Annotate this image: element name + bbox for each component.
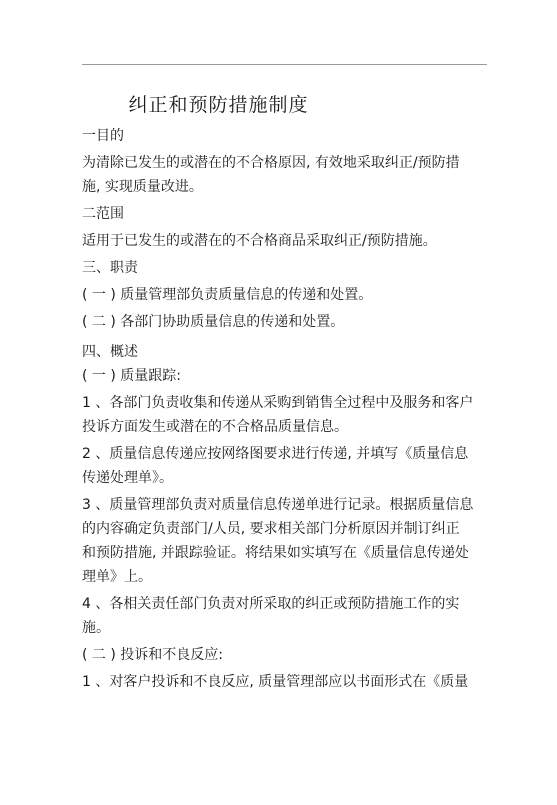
body-line: 2 、质量信息传递应按网络图要求进行传递, 并填写《质量信息 (82, 446, 469, 462)
document-body (82, 124, 492, 694)
section-responsibilities (82, 256, 492, 334)
section-heading: 一目的 (82, 128, 124, 144)
list-item: ( 一 ) 质量管理部负责质量信息的传递和处置。 (82, 287, 373, 303)
body-line: 理单》上。 (82, 569, 152, 585)
list-item: ( 二 ) 各部门协助质量信息的传递和处置。 (82, 314, 345, 330)
body-line: 4 、各相关责任部门负责对所采取的纠正或预防措施工作的实 (82, 596, 460, 612)
body-line: 传递处理单》。 (82, 470, 173, 486)
section-heading: 二范围 (82, 206, 124, 222)
body-line: 为清除已发生的或潜在的不合格原因, 有效地采取纠正/预防措 (82, 155, 460, 171)
body-line: 施。 (82, 620, 110, 636)
document-title: 纠正和预防措施制度 (128, 94, 309, 116)
body-line: 和预防措施, 并跟踪验证。将结果如实填写在《质量信息传递处 (82, 545, 469, 561)
body-line: 适用于已发生的或潜在的不合格商品采取纠正/预防措施。 (82, 233, 437, 249)
section-purpose (82, 124, 492, 199)
body-line: 3 、质量管理部负责对质量信息传递单进行记录。根据质量信息 (82, 497, 474, 513)
section-scope (82, 202, 492, 253)
body-line: 的内容确定负责部门/人员, 要求相关部门分析原因并制订纠正 (82, 521, 460, 537)
section-heading: 四、概述 (82, 344, 138, 360)
body-line: 1 、对客户投诉和不良反应, 质量管理部应以书面形式在《质量 (82, 674, 469, 690)
body-line: 施, 实现质量改进。 (82, 179, 203, 195)
body-line: 投诉方面发生或潜在的不合格品质量信息。 (82, 419, 348, 435)
subsection-heading: ( 二 ) 投诉和不良反应: (82, 647, 223, 663)
header-divider (82, 64, 487, 65)
section-heading: 三、职责 (82, 260, 138, 276)
section-overview (82, 340, 492, 694)
subsection-heading: ( 一 ) 质量跟踪: (82, 368, 181, 384)
body-line: 1 、各部门负责收集和传递从采购到销售全过程中及服务和客户 (82, 395, 474, 411)
